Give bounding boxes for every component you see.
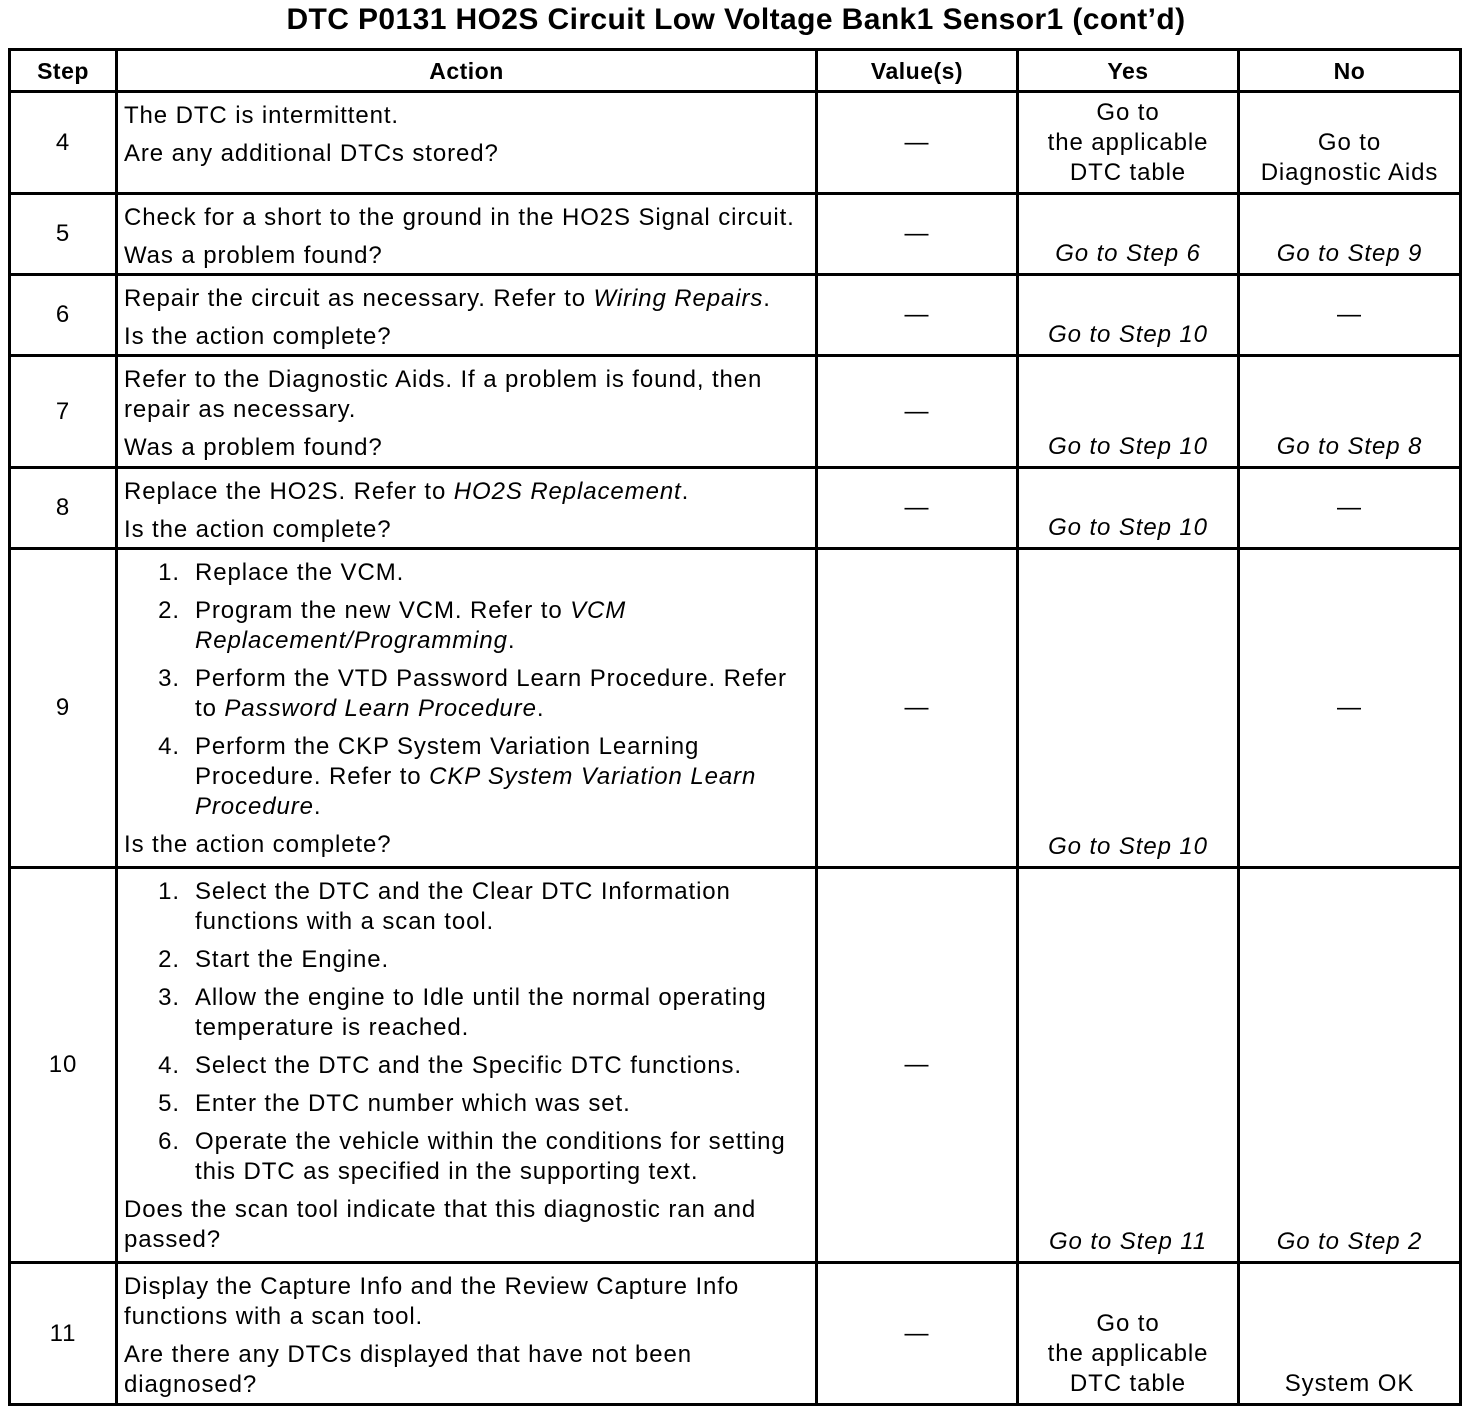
action-line [195, 694, 787, 724]
action-line [195, 907, 731, 937]
values-header: Value(s) [817, 50, 1018, 92]
action-line [195, 1157, 786, 1187]
list-text [195, 732, 756, 822]
question-line: Is the action complete? [124, 323, 392, 350]
value-dash: — [817, 1263, 1018, 1405]
header-row [10, 50, 1461, 92]
list-item [124, 1089, 811, 1119]
action-line [124, 101, 811, 131]
action-line [195, 664, 787, 694]
list-item [124, 1127, 811, 1187]
list-number: 1. [158, 559, 180, 586]
yes-result: the applicable [1047, 129, 1209, 156]
action-text: repair as necessary. [124, 396, 357, 423]
action-text: . [313, 793, 322, 820]
list-number: 4. [158, 733, 180, 760]
action-text: temperature is reached. [195, 1014, 470, 1041]
list-item [124, 877, 811, 937]
action-text: Start the Engine. [195, 946, 390, 973]
action-question [124, 241, 811, 271]
action-question [124, 1195, 811, 1255]
yes-result: Go to [1096, 99, 1160, 126]
action-text: Allow the engine to Idle until the normal operating [195, 984, 767, 1011]
action-line [195, 626, 626, 656]
value-dash: — [817, 194, 1018, 275]
action-line [195, 983, 767, 1013]
no-result: Go to Step 9 [1276, 240, 1423, 267]
yes-result: Go to Step 6 [1055, 240, 1201, 267]
value-dash: — [817, 868, 1018, 1263]
action-line [124, 395, 811, 425]
list-item [124, 732, 811, 822]
yes-cell [1018, 1263, 1239, 1405]
action-text: this DTC as specified in the supporting text. [195, 1158, 699, 1185]
action-line [195, 1013, 767, 1043]
step-number: 8 [10, 468, 117, 549]
action-text: . [763, 285, 771, 312]
table-row-step-9 [10, 549, 1461, 868]
step-number: 9 [10, 549, 117, 868]
action-text: . [507, 627, 516, 654]
action-question [124, 830, 811, 860]
action-paragraph [124, 284, 811, 314]
action-cell [117, 1263, 817, 1405]
table-row-step-5 [10, 194, 1461, 275]
action-text: Select the DTC and the Clear DTC Information [195, 878, 731, 905]
table-row-step-7 [10, 356, 1461, 468]
yes-cell [1018, 356, 1239, 468]
action-text: Procedure. Refer to [195, 763, 430, 790]
question-line: Does the scan tool indicate that this diagnostic ran and [124, 1196, 757, 1223]
yes-cell [1018, 868, 1239, 1263]
no-result: Go to Step 2 [1276, 1228, 1423, 1255]
yes-cell [1018, 549, 1239, 868]
table-row-step-4 [10, 92, 1461, 194]
yes-cell [1018, 468, 1239, 549]
action-line [195, 558, 404, 588]
action-question [124, 139, 811, 169]
step-header: Step [10, 50, 117, 92]
yes-result: DTC table [1069, 159, 1187, 186]
value-dash: — [817, 468, 1018, 549]
action-text: The DTC is intermittent. [124, 102, 399, 129]
value-dash: — [817, 92, 1018, 194]
action-cell [117, 356, 817, 468]
action-line [195, 596, 626, 626]
yes-result: Go to Step 10 [1048, 321, 1208, 348]
yes-cell [1018, 275, 1239, 356]
action-line [124, 284, 811, 314]
action-line [124, 203, 811, 233]
table-row-step-10 [10, 868, 1461, 1263]
action-text: Replace the VCM. [195, 559, 405, 586]
action-paragraph [124, 477, 811, 507]
yes-result: Go to Step 10 [1048, 833, 1208, 860]
list-text [195, 664, 787, 724]
question-line: Was a problem found? [124, 242, 383, 269]
action-text: . [536, 695, 545, 722]
question-line: passed? [124, 1226, 222, 1253]
reference-title: Replacement/Programming [195, 627, 508, 654]
action-line [124, 477, 811, 507]
action-cell [117, 549, 817, 868]
action-line [195, 1051, 742, 1081]
action-cell [117, 868, 817, 1263]
action-line [195, 1089, 631, 1119]
action-text: functions with a scan tool. [124, 1303, 424, 1330]
no-cell [1239, 1263, 1461, 1405]
no-result: Go to Step 8 [1276, 433, 1423, 460]
action-text: Check for a short to the ground in the HO2S Signal circuit. [124, 204, 795, 231]
action-line [195, 792, 756, 822]
action-cell [117, 194, 817, 275]
table-row-step-8 [10, 468, 1461, 549]
no-result: System OK [1284, 1370, 1415, 1397]
no-result: — [1337, 494, 1362, 521]
no-result: — [1337, 301, 1362, 328]
list-text [195, 1127, 786, 1187]
no-result: Go to [1317, 129, 1382, 156]
action-cell [117, 92, 817, 194]
action-paragraph [124, 1272, 811, 1332]
yes-result: Go to Step 10 [1048, 514, 1208, 541]
list-number: 2. [158, 946, 180, 973]
list-text [195, 558, 404, 588]
yes-result: Go to Step 10 [1048, 433, 1208, 460]
action-question [124, 433, 811, 463]
step-number: 6 [10, 275, 117, 356]
list-number: 1. [158, 878, 180, 905]
list-number: 4. [158, 1052, 180, 1079]
step-number: 10 [10, 868, 117, 1263]
question-line: Was a problem found? [124, 434, 383, 461]
no-header: No [1239, 50, 1461, 92]
no-cell [1239, 194, 1461, 275]
list-number: 6. [158, 1128, 180, 1155]
action-text: Perform the CKP System Variation Learning [195, 733, 700, 760]
yes-result: Go to Step 11 [1048, 1228, 1208, 1255]
list-item [124, 558, 811, 588]
action-question [124, 1340, 811, 1400]
no-cell [1239, 549, 1461, 868]
action-line [195, 732, 756, 762]
reference-title: Password Learn Procedure [224, 695, 537, 722]
action-text: Replace the HO2S. Refer to [124, 478, 454, 505]
list-number: 2. [158, 597, 180, 624]
action-line [124, 1302, 811, 1332]
value-dash: — [817, 275, 1018, 356]
question-line: diagnosed? [124, 1371, 258, 1398]
question-line: Is the action complete? [124, 831, 392, 858]
action-line [124, 365, 811, 395]
question-line: Are any additional DTCs stored? [124, 140, 499, 167]
value-dash: — [817, 549, 1018, 868]
list-text [195, 983, 767, 1043]
action-cell [117, 468, 817, 549]
reference-title: HO2S Replacement [453, 478, 682, 505]
list-text [195, 596, 626, 656]
action-paragraph [124, 101, 811, 131]
action-text: functions with a scan tool. [195, 908, 495, 935]
list-item [124, 945, 811, 975]
action-cell [117, 275, 817, 356]
action-text: Select the DTC and the Specific DTC functions. [195, 1052, 742, 1079]
action-line [124, 1272, 811, 1302]
no-result: — [1337, 694, 1362, 721]
diagnostic-table [8, 48, 1462, 1406]
table-row-step-11 [10, 1263, 1461, 1405]
list-item [124, 596, 811, 656]
list-text [195, 1051, 742, 1081]
step-number: 7 [10, 356, 117, 468]
no-cell [1239, 356, 1461, 468]
action-text: Display the Capture Info and the Review Capture Info [124, 1273, 740, 1300]
reference-title: CKP System Variation Learn [429, 763, 757, 790]
no-cell [1239, 868, 1461, 1263]
action-paragraph [124, 365, 811, 425]
list-item [124, 983, 811, 1043]
yes-result: DTC table [1069, 1370, 1187, 1397]
action-line [195, 877, 731, 907]
action-question [124, 322, 811, 352]
list-number: 3. [158, 665, 180, 692]
step-number: 5 [10, 194, 117, 275]
step-number: 4 [10, 92, 117, 194]
page-title: DTC P0131 HO2S Circuit Low Voltage Bank1 Sensor1 (cont’d) [286, 3, 1186, 36]
action-text: to [195, 695, 225, 722]
action-text: . [681, 478, 690, 505]
action-text: Program the new VCM. Refer to [195, 597, 571, 624]
list-text [195, 877, 731, 937]
list-number: 5. [158, 1090, 180, 1117]
value-dash: — [817, 356, 1018, 468]
list-number: 3. [158, 984, 180, 1011]
action-line [195, 762, 756, 792]
action-text: Refer to the Diagnostic Aids. If a problem is found, then [124, 366, 763, 393]
yes-result: Go to [1096, 1310, 1160, 1337]
action-paragraph [124, 203, 811, 233]
no-cell [1239, 468, 1461, 549]
reference-title: Wiring Repairs [593, 285, 764, 312]
no-result: Diagnostic Aids [1260, 159, 1439, 186]
action-line [195, 1127, 786, 1157]
table-row-step-6 [10, 275, 1461, 356]
step-number: 11 [10, 1263, 117, 1405]
list-text [195, 945, 389, 975]
action-line [195, 945, 389, 975]
action-header: Action [117, 50, 817, 92]
no-cell [1239, 275, 1461, 356]
yes-result: the applicable [1047, 1340, 1209, 1367]
list-text [195, 1089, 631, 1119]
reference-title: VCM [570, 597, 627, 624]
reference-title: Procedure [195, 793, 314, 820]
action-question [124, 515, 811, 545]
action-text: Enter the DTC number which was set. [195, 1090, 631, 1117]
list-item [124, 1051, 811, 1081]
list-item [124, 664, 811, 724]
question-line: Is the action complete? [124, 516, 392, 543]
action-text: Repair the circuit as necessary. Refer to [124, 285, 594, 312]
question-line: Are there any DTCs displayed that have not been [124, 1341, 692, 1368]
yes-cell [1018, 92, 1239, 194]
yes-cell [1018, 194, 1239, 275]
action-text: Perform the VTD Password Learn Procedure. Refer [195, 665, 787, 692]
yes-header: Yes [1018, 50, 1239, 92]
action-text: Operate the vehicle within the conditions for setting [195, 1128, 786, 1155]
no-cell [1239, 92, 1461, 194]
